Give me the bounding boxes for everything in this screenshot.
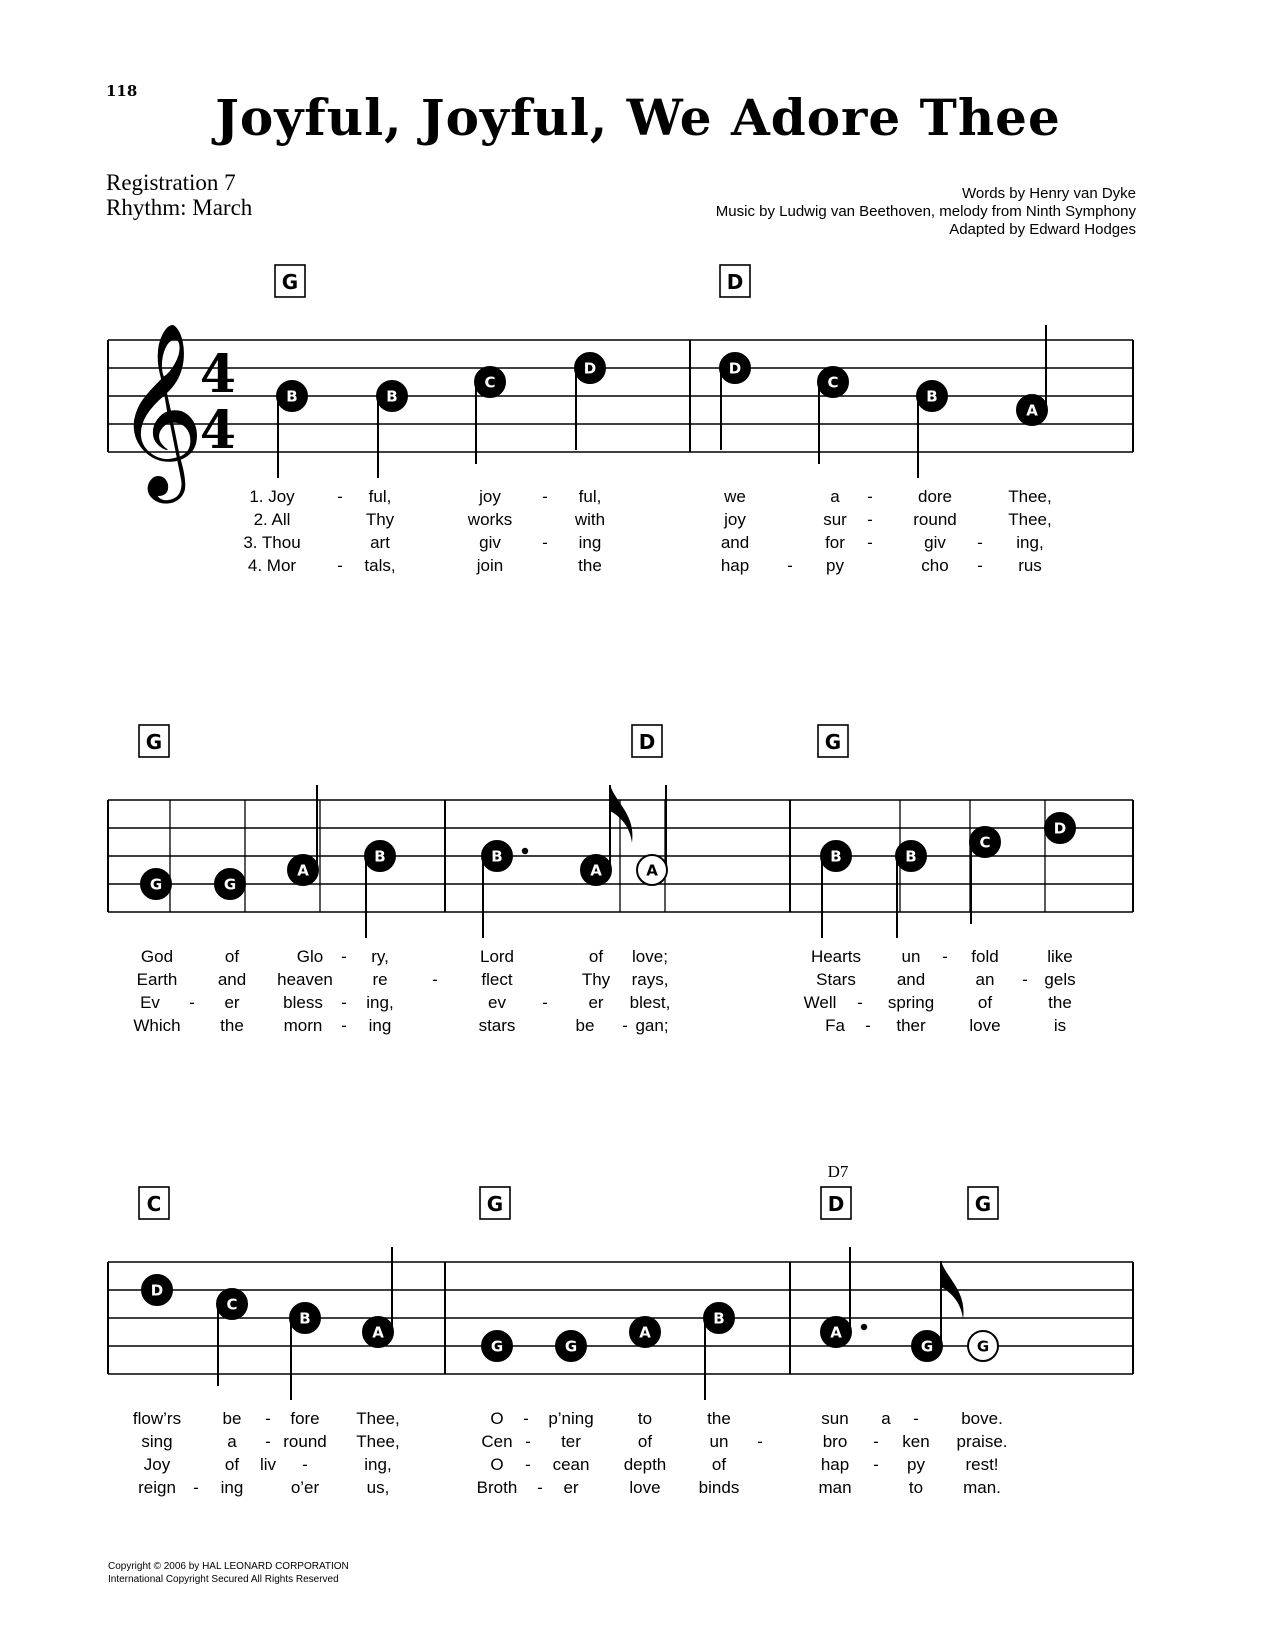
lyric-syllable: cean [552,1455,590,1474]
lyric-syllable: - [873,1432,879,1451]
time-signature-bottom: 4 [199,400,237,461]
lyric-syllable: - [542,533,548,552]
lyric-syllable: Thy [581,970,611,989]
note-letter: B [386,387,398,406]
lyric-syllable: round [283,1432,327,1451]
note-letter: A [590,861,602,880]
note-letter: D [583,359,597,378]
lyric-syllable: morn [283,1016,323,1035]
lyric-syllable: tals, [364,556,396,575]
lyric-syllable: - [977,556,983,575]
note-letter: B [374,847,386,866]
lyric-syllable: Lord [479,947,515,966]
lyric-syllable: art [370,533,390,552]
lyric-syllable: God [140,947,174,966]
lyric-syllable: Stars [816,970,856,989]
lyric-syllable: - [913,1409,919,1428]
lyric-syllable: ter [561,1432,581,1451]
lyric-syllable: Broth [476,1478,518,1497]
lyric-syllable: sun [821,1409,849,1428]
lyric-syllable: - [193,1478,199,1497]
lyric-syllable: - [622,1016,628,1035]
lyric-syllable: Thee, [356,1432,400,1451]
lyric-syllable: sur [823,510,847,529]
lyric-syllable: - [302,1455,308,1474]
lyric-syllable: to [908,1478,924,1497]
note-letter: A [1026,401,1038,420]
lyric-syllable: - [432,970,438,989]
lyric-syllable: love [969,1016,1001,1035]
lyric-syllable: - [867,533,873,552]
note-letter: A [297,861,309,880]
lyric-syllable: reign [138,1478,176,1497]
time-signature-top: 4 [199,344,237,405]
lyric-syllable: dore [917,487,953,506]
note-letter: B [491,847,503,866]
lyric-syllable: love [629,1478,661,1497]
lyric-syllable: joy [724,510,746,529]
lyric-syllable: of [588,947,604,966]
lyric-syllable: - [542,487,548,506]
note-letter: B [299,1309,311,1328]
lyric-syllable: - [265,1409,271,1428]
chord-symbol: G [486,1192,504,1216]
lyric-syllable: - [341,993,347,1012]
lyric-syllable: be [575,1016,595,1035]
lyric-syllable: ing, [1016,533,1044,552]
lyric-syllable: fore [290,1409,320,1428]
chord-symbol: G [281,270,299,294]
lyric-syllable: of [224,1455,240,1474]
lyric-syllable: a [881,1409,891,1428]
lyric-syllable: Joy [143,1455,171,1474]
lyric-syllable: O [490,1455,504,1474]
note-dot [861,1324,867,1330]
note-letter: G [490,1337,504,1356]
lyric-syllable: ing [368,1016,392,1035]
lyric-syllable: us, [366,1478,390,1497]
note-letter: B [905,847,917,866]
note-letter: G [564,1337,578,1356]
lyric-syllable: - [865,1016,871,1035]
lyric-syllable: ing [220,1478,244,1497]
lyric-syllable: - [867,487,873,506]
lyric-syllable: the [578,556,602,575]
note-letter: B [713,1309,725,1328]
lyric-syllable: blest, [629,993,671,1012]
lyric-syllable: praise. [956,1432,1008,1451]
note-letter: B [926,387,938,406]
lyric-syllable: - [867,510,873,529]
lyric-syllable: Fa [825,1016,845,1035]
lyric-syllable: - [523,1409,529,1428]
lyric-syllable: of [977,993,993,1012]
lyric-syllable: for [825,533,845,552]
lyric-syllable: Thee, [356,1409,400,1428]
note-dot [522,848,528,854]
music-system-2 [108,725,1133,1035]
lyric-syllable: round [913,510,957,529]
lyric-syllable: works [467,510,513,529]
lyric-syllable: ing, [364,1455,392,1474]
lyric-syllable: of [711,1455,727,1474]
lyric-syllable: heaven [277,970,333,989]
note-letter: G [976,1337,990,1356]
lyric-syllable: er [563,1478,579,1497]
lyric-syllable: - [942,947,948,966]
note-letter: A [372,1323,384,1342]
lyric-syllable: bro [822,1432,848,1451]
lyric-syllable: and [217,970,247,989]
lyric-syllable: is [1053,1016,1067,1035]
lyric-syllable: spring [887,993,935,1012]
lyric-syllable: - [873,1455,879,1474]
lyric-syllable: man. [963,1478,1001,1497]
lyric-syllable: with [574,510,606,529]
song-title: Joyful, Joyful, We Adore Thee [215,88,1061,147]
lyric-syllable: 3. Thou [243,533,301,552]
lyric-syllable: - [341,1016,347,1035]
lyric-syllable: love; [632,947,668,966]
chord-symbol: C [146,1192,162,1216]
lyric-syllable: like [1047,947,1073,966]
music-system-3 [108,1162,1133,1497]
lyric-syllable: - [337,487,343,506]
lyric-syllable: py [826,556,844,575]
lyric-syllable: be [222,1409,242,1428]
lyric-syllable: rest! [965,1455,999,1474]
lyric-syllable: hap [820,1455,850,1474]
lyric-syllable: join [476,556,504,575]
lyric-syllable: ful, [368,487,392,506]
lyric-syllable: sing [141,1432,173,1451]
lyric-syllable: Earth [136,970,178,989]
treble-clef: 𝄞 [115,322,205,496]
lyric-syllable: of [637,1432,653,1451]
lyric-syllable: the [707,1409,731,1428]
music-credit: Music by Ludwig van Beethoven, melody from Ninth Symphony [715,203,1136,220]
lyric-syllable: - [537,1478,543,1497]
lyric-syllable: rays, [631,970,669,989]
lyric-syllable: - [857,993,863,1012]
lyric-syllable: depth [623,1455,667,1474]
chord-symbol: G [824,730,842,754]
page-number: 118 [106,82,138,100]
lyric-syllable: the [220,1016,244,1035]
note-letter: C [979,833,991,852]
lyric-syllable: flect [481,970,513,989]
lyric-syllable: ken [902,1432,930,1451]
note-letter: B [286,387,298,406]
chord-symbol: D [827,1192,845,1216]
lyric-syllable: a [830,487,840,506]
note-flag [610,785,633,843]
note-letter: C [484,373,496,392]
lyric-syllable: Glo [296,947,324,966]
lyric-syllable: a [227,1432,237,1451]
lyric-syllable: hap [720,556,750,575]
lyric-syllable: flow’rs [132,1409,182,1428]
lyric-syllable: and [720,533,750,552]
note-letter: B [830,847,842,866]
lyric-syllable: binds [698,1478,740,1497]
lyric-syllable: py [907,1455,925,1474]
lyric-syllable: of [224,947,240,966]
lyric-syllable: giv [924,533,946,552]
note-letter: G [920,1337,934,1356]
note-letter: A [639,1323,651,1342]
lyric-syllable: - [341,947,347,966]
lyric-syllable: ev [488,993,506,1012]
lyric-syllable: ther [896,1016,926,1035]
lyric-syllable: un [901,947,921,966]
lyric-syllable: gan; [635,1016,669,1035]
lyric-syllable: p’ning [548,1409,594,1428]
lyric-syllable: re [372,970,388,989]
lyric-syllable: Cen [481,1432,513,1451]
lyric-syllable: Which [133,1016,181,1035]
chord-symbol: G [974,1192,992,1216]
lyric-syllable: - [525,1455,531,1474]
lyric-syllable: Well [803,993,837,1012]
lyric-syllable: ry, [371,947,389,966]
lyric-syllable: ing, [366,993,394,1012]
lyric-syllable: bless [283,993,323,1012]
chord-symbol: D [638,730,656,754]
lyric-syllable: - [1022,970,1028,989]
lyric-syllable: Hearts [810,947,862,966]
note-letter: C [226,1295,238,1314]
lyric-syllable: - [542,993,548,1012]
lyric-syllable: o’er [290,1478,320,1497]
lyric-syllable: - [265,1432,271,1451]
lyric-syllable: - [757,1432,763,1451]
note-letter: D [1053,819,1067,838]
lyric-syllable: stars [478,1016,516,1035]
lyric-syllable: the [1048,993,1072,1012]
lyric-syllable: cho [921,556,949,575]
lyric-syllable: - [977,533,983,552]
lyric-syllable: rus [1018,556,1042,575]
lyric-syllable: Ev [140,993,160,1012]
lyric-syllable: - [189,993,195,1012]
lyric-syllable: Thee, [1008,487,1052,506]
lyric-syllable: ful, [578,487,602,506]
chord-symbol: D [726,270,744,294]
words-credit: Words by Henry van Dyke [962,185,1136,202]
lyric-syllable: un [709,1432,729,1451]
adapted-credit: Adapted by Edward Hodges [949,221,1136,238]
chord-name-d7: D7 [827,1162,849,1181]
lyric-syllable: Thy [365,510,395,529]
lyric-syllable: we [724,487,746,506]
music-system-1 [108,265,1133,575]
lyric-syllable: 1. Joy [249,487,295,506]
lyric-syllable: - [525,1432,531,1451]
lyric-syllable: joy [479,487,501,506]
lyric-syllable: - [787,556,793,575]
lyric-syllable: gels [1044,970,1076,989]
note-letter: A [830,1323,842,1342]
lyric-syllable: an [975,970,995,989]
note-letter: G [223,875,237,894]
copyright-notice [108,1560,349,1586]
lyric-syllable: giv [479,533,501,552]
lyric-syllable: 2. All [253,510,291,529]
copyright-line: International Copyright Secured All Rights Reserved [108,1574,339,1585]
lyric-syllable: ing [578,533,602,552]
lyric-syllable: to [637,1409,653,1428]
lyric-syllable: fold [971,947,999,966]
lyric-syllable: - [337,556,343,575]
note-letter: A [646,861,658,880]
lyric-syllable: man [818,1478,852,1497]
note-letter: G [149,875,163,894]
copyright-line: Copyright © 2006 by HAL LEONARD CORPORATION [108,1561,349,1572]
lyric-syllable: O [490,1409,504,1428]
lyric-syllable: Thee, [1008,510,1052,529]
lyric-syllable: bove. [961,1409,1003,1428]
lyric-syllable: and [896,970,926,989]
note-letter: C [827,373,839,392]
chord-symbol: G [145,730,163,754]
lyric-syllable: 4. Mor [247,556,297,575]
lyric-syllable: liv [259,1455,277,1474]
note-letter: D [728,359,742,378]
note-letter: D [150,1281,164,1300]
lyric-syllable: er [224,993,240,1012]
registration-text: Registration 7 [106,170,236,195]
rhythm-text: Rhythm: March [106,195,253,220]
lyric-syllable: er [588,993,604,1012]
